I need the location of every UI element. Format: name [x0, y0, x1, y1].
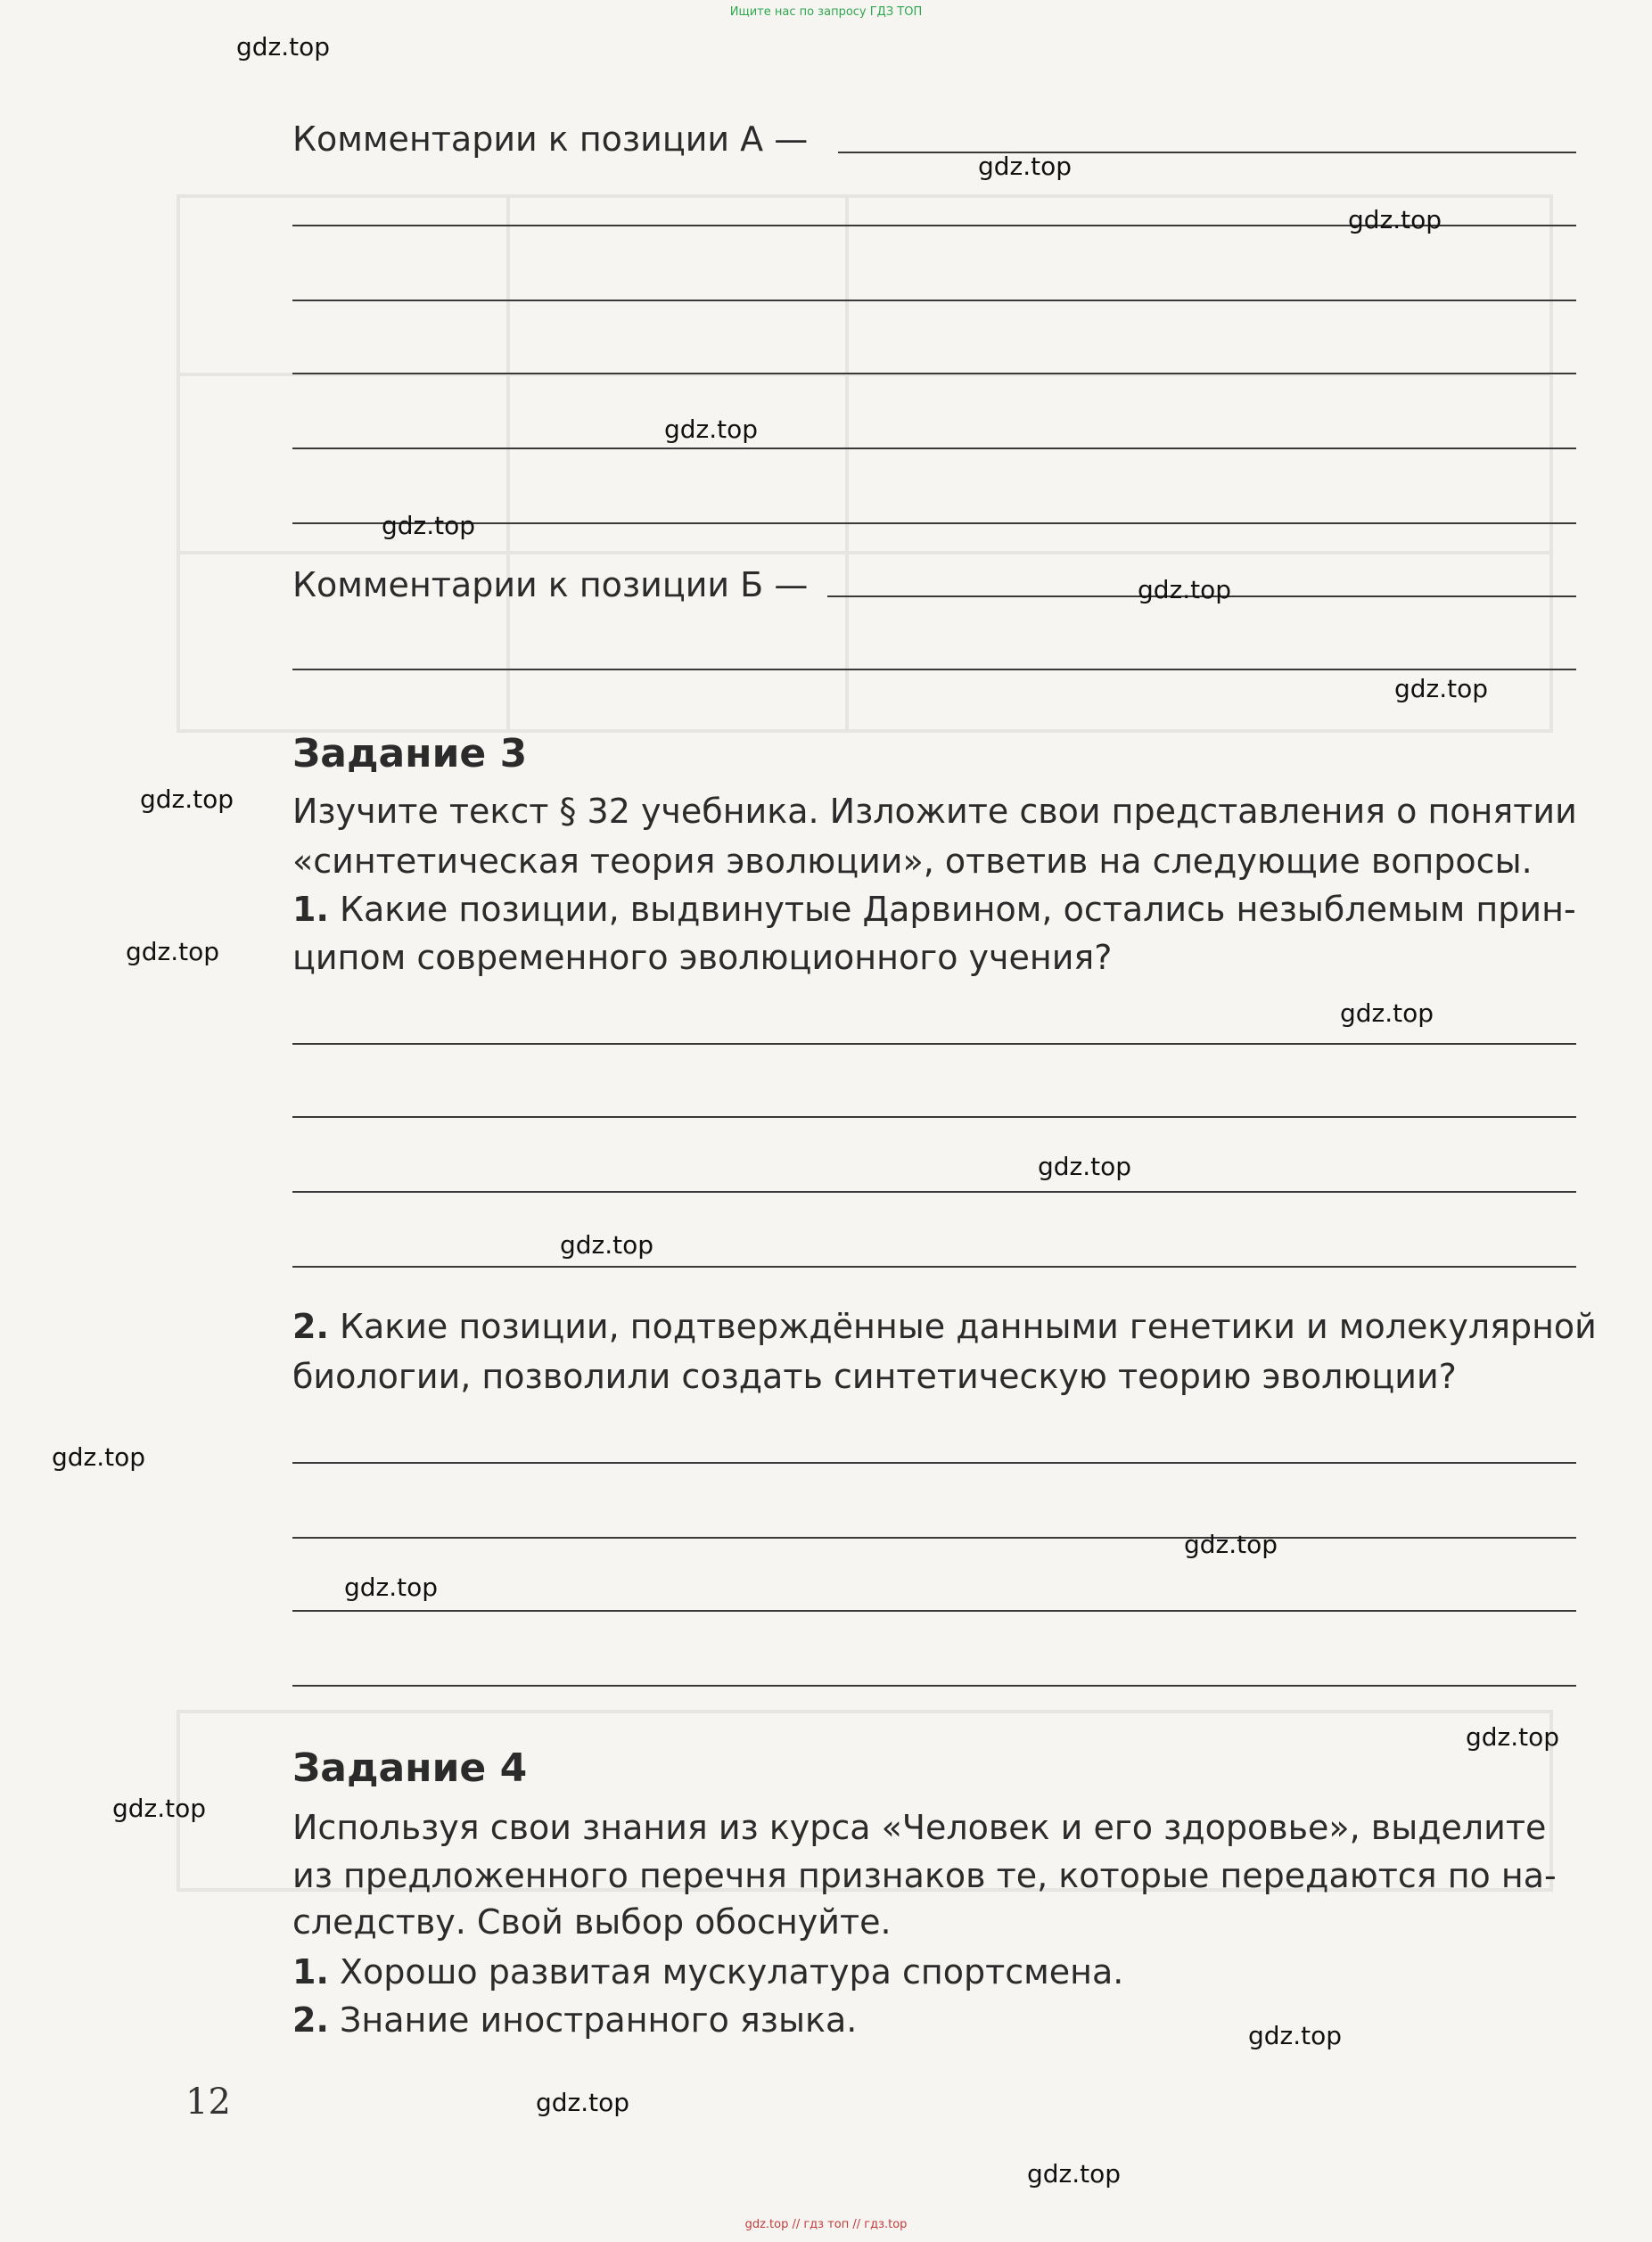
- answer-line[interactable]: [292, 1462, 1576, 1464]
- answer-line[interactable]: [292, 373, 1576, 374]
- task4-intro-line2: из предложенного перечня признаков те, которые передаются по на-: [292, 1856, 1557, 1895]
- task3-intro-line2: «синтетическая теория эволюции», ответив на следующие вопросы.: [292, 842, 1533, 881]
- answer-line[interactable]: [292, 1116, 1576, 1118]
- watermark: gdz.top: [52, 1442, 146, 1472]
- task3-question2-line1: [292, 1303, 1597, 1350]
- watermark: gdz.top: [112, 1794, 207, 1823]
- watermark: gdz.top: [664, 415, 759, 444]
- answer-line[interactable]: [292, 669, 1576, 670]
- question-text: Какие позиции, выдвинутые Дарвином, остались незыблемым прин-: [339, 890, 1576, 929]
- page-number: 12: [185, 2082, 231, 2123]
- watermark: gdz.top: [1027, 2159, 1122, 2189]
- answer-line[interactable]: [292, 1266, 1576, 1268]
- list-item: [292, 1997, 857, 2043]
- watermark: gdz.top: [1038, 1152, 1132, 1181]
- task3-question1-line2: ципом современного эволюционного учения?: [292, 938, 1113, 977]
- watermark: gdz.top: [1394, 674, 1489, 703]
- task3-question2-line2: биологии, позволили создать синтетическую теорию эволюции?: [292, 1357, 1457, 1396]
- answer-line[interactable]: [292, 300, 1576, 301]
- answer-line[interactable]: [292, 1043, 1576, 1045]
- list-item: [292, 1949, 1123, 1995]
- watermark: gdz.top: [1466, 1722, 1560, 1752]
- watermark: gdz.top: [1184, 1530, 1278, 1559]
- comment-a-label: Комментарии к позиции А —: [292, 119, 809, 159]
- item-number: 1.: [292, 1952, 329, 1992]
- question-number: 2.: [292, 1307, 329, 1346]
- watermark: gdz.top: [1340, 998, 1434, 1028]
- watermark: gdz.top: [1138, 575, 1232, 604]
- answer-line[interactable]: [292, 1610, 1576, 1612]
- answer-line[interactable]: [292, 1191, 1576, 1193]
- item-text: Хорошо развитая мускулатура спортсмена.: [339, 1952, 1124, 1992]
- footer-banner: gdz.top // гдз топ // гдз.top: [744, 2218, 908, 2231]
- answer-line[interactable]: [292, 522, 1576, 524]
- watermark: gdz.top: [126, 937, 220, 966]
- watermark: gdz.top: [140, 784, 234, 814]
- answer-line[interactable]: [292, 1537, 1576, 1539]
- item-number: 2.: [292, 2000, 329, 2040]
- task4-title: Задание 4: [292, 1745, 528, 1791]
- answer-line[interactable]: [838, 152, 1576, 153]
- watermark: gdz.top: [236, 32, 331, 62]
- answer-line[interactable]: [292, 448, 1576, 449]
- task3-intro-line1: Изучите текст § 32 учебника. Изложите свои представления о понятии: [292, 792, 1577, 831]
- watermark: gdz.top: [1248, 2021, 1343, 2050]
- watermark: gdz.top: [1348, 205, 1442, 234]
- item-text: Знание иностранного языка.: [339, 2000, 858, 2040]
- answer-line[interactable]: [292, 1685, 1576, 1687]
- task4-intro-line3: следству. Свой выбор обоснуйте.: [292, 1902, 892, 1942]
- watermark: gdz.top: [978, 152, 1073, 181]
- watermark: gdz.top: [560, 1230, 654, 1260]
- watermark: gdz.top: [536, 2088, 630, 2117]
- task4-intro-line1: Используя свои знания из курса «Человек и его здоровье», выделите: [292, 1808, 1547, 1847]
- watermark: gdz.top: [344, 1573, 439, 1602]
- question-number: 1.: [292, 890, 329, 929]
- task3-question1-line1: [292, 886, 1576, 932]
- question-text: Какие позиции, подтверждённые данными генетики и молекулярной: [339, 1307, 1597, 1346]
- top-banner: Ищите нас по запросу ГДЗ ТОП: [729, 5, 923, 19]
- task3-title: Задание 3: [292, 731, 528, 776]
- comment-b-label: Комментарии к позиции Б —: [292, 565, 809, 604]
- watermark: gdz.top: [382, 511, 476, 540]
